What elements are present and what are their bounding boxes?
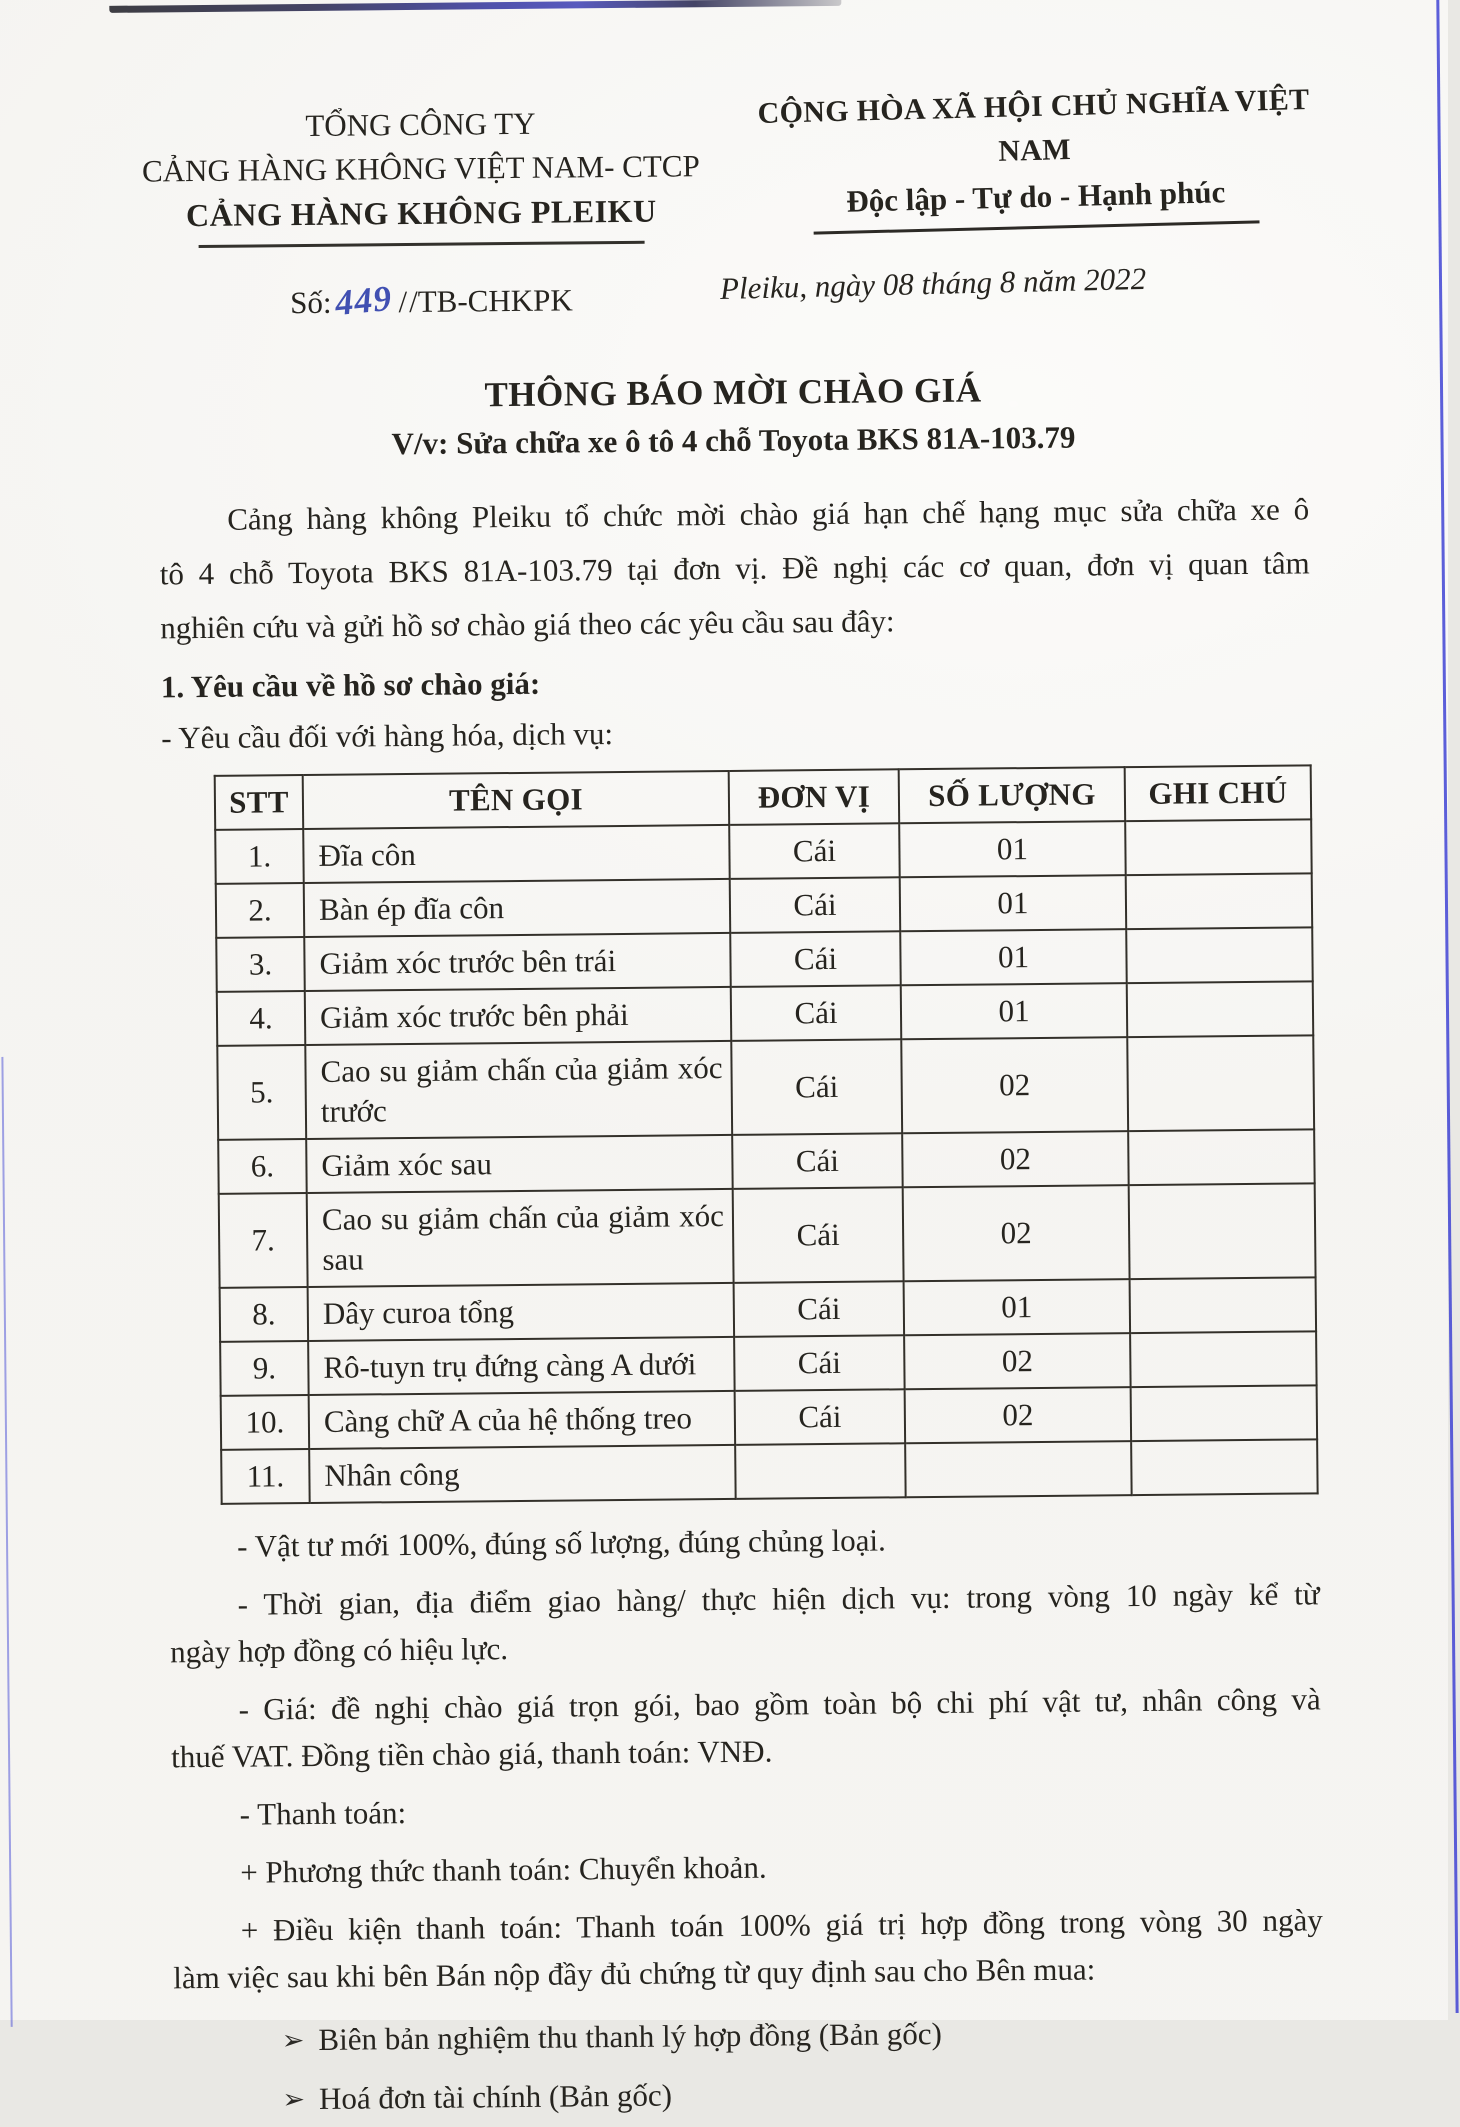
arrow-bullet-icon: ➢ <box>281 2025 305 2056</box>
cell-qty: 02 <box>901 1037 1128 1133</box>
requirement-line: làm việc sau khi bên Bán nộp đầy đủ chứng từ quy định sau cho Bên mua: <box>173 1951 1096 1996</box>
cell-stt: 5. <box>217 1045 306 1140</box>
cell-stt: 1. <box>215 829 304 884</box>
col-header-stt: STT <box>215 775 304 830</box>
cell-unit: Cái <box>734 1281 905 1337</box>
cell-qty: 02 <box>905 1387 1132 1443</box>
cell-name: Cao su giảm chấn của giảm xóc sau <box>307 1189 734 1287</box>
table-row <box>219 1183 1316 1288</box>
org-unit-name: CẢNG HÀNG KHÔNG PLEIKU <box>185 192 657 234</box>
cell-unit: Cái <box>732 1133 903 1189</box>
cell-stt: 11. <box>221 1449 310 1504</box>
cell-unit: Cái <box>733 1187 904 1283</box>
requirement-paragraph <box>169 1512 1319 1570</box>
cell-qty: 01 <box>899 821 1126 877</box>
col-header-qty: SỐ LƯỢNG <box>899 767 1126 823</box>
attachment-label: Hoá đơn tài chính (Bản gốc) <box>318 2077 673 2116</box>
requirement-line: - Thời gian, địa điểm giao hàng/ thực hiện dịch vụ: trong vòng 10 ngày kể từ <box>237 1576 1320 1622</box>
doc-number-suffix: /TB-CHKPK <box>408 282 573 319</box>
cell-stt: 2. <box>216 883 305 938</box>
cell-qty <box>905 1441 1132 1497</box>
cell-note <box>1126 873 1313 929</box>
cell-name: Nhân công <box>309 1445 735 1503</box>
cell-stt: 6. <box>218 1139 307 1194</box>
document-number <box>290 277 573 322</box>
cell-unit: Cái <box>731 1039 902 1135</box>
attachments-list <box>174 2006 1325 2125</box>
attachment-item <box>282 2065 1324 2124</box>
requirement-paragraph <box>170 1675 1321 1780</box>
cell-name: Bàn ép đĩa côn <box>304 879 730 937</box>
requirement-paragraph <box>172 1838 1322 1896</box>
attachment-item <box>282 2006 1324 2065</box>
col-header-note: GHI CHÚ <box>1125 765 1312 821</box>
cell-name: Giảm xóc trước bên trái <box>304 933 730 991</box>
col-header-name: TÊN GỌI <box>303 771 729 829</box>
scan-artifact-left-edge <box>1 1057 12 2027</box>
table-row <box>221 1439 1317 1504</box>
cell-stt: 3. <box>216 937 305 992</box>
cell-note <box>1127 981 1314 1037</box>
document-body <box>158 366 1325 2125</box>
issuing-org-block <box>120 100 721 249</box>
cell-note <box>1128 1129 1315 1185</box>
cell-qty: 01 <box>900 929 1127 985</box>
requirement-line: - Giá: đề nghị chào giá trọn gói, bao gồm toàn bộ chi phí vật tư, nhân công và <box>238 1681 1321 1727</box>
place-and-date: Pleiku, ngày 08 tháng 8 năm 2022 <box>719 260 1147 306</box>
cell-name: Giảm xóc trước bên phải <box>305 987 731 1045</box>
cell-name: Đĩa côn <box>303 825 729 883</box>
cell-name: Giảm xóc sau <box>306 1135 732 1193</box>
cell-unit: Cái <box>734 1335 905 1391</box>
section-1-subheading: - Yêu cầu đối với hàng hóa, dịch vụ: <box>161 716 614 756</box>
cell-note <box>1130 1331 1317 1387</box>
intro-line: tô 4 chỗ Toyota BKS 81A-103.79 tại đơn vị. Đề nghị các cơ quan, đơn vị quan tâm <box>159 545 1310 592</box>
items-table <box>214 764 1319 1505</box>
cell-name: Dây curoa tổng <box>308 1283 734 1341</box>
requirements-section <box>169 1512 1324 2001</box>
cell-note <box>1125 819 1312 875</box>
cell-qty: 01 <box>904 1279 1131 1335</box>
cell-name: Càng chữ A của hệ thống treo <box>309 1391 735 1449</box>
cell-note <box>1131 1439 1318 1495</box>
org-company-name: CẢNG HÀNG KHÔNG VIỆT NAM- CTCP <box>141 148 700 189</box>
intro-line: Cảng hàng không Pleiku tổ chức mời chào giá hạn chế hạng mục sửa chữa xe ô <box>227 491 1310 537</box>
intro-line: nghiên cứu và gửi hồ sơ chào giá theo các yêu cầu sau đây: <box>160 603 895 646</box>
cell-note <box>1130 1277 1317 1333</box>
requirement-line: + Phương thức thanh toán: Chuyển khoản. <box>240 1849 767 1890</box>
cell-unit <box>735 1443 906 1499</box>
cell-stt: 8. <box>220 1287 309 1342</box>
arrow-bullet-icon: ➢ <box>282 2084 306 2115</box>
org-parent-name: TỔNG CÔNG TY <box>305 105 536 143</box>
requirement-line: - Vật tư mới 100%, đúng số lượng, đúng chủng loại. <box>236 1522 886 1564</box>
col-header-unit: ĐƠN VỊ <box>729 769 900 825</box>
requirement-paragraph <box>169 1570 1320 1675</box>
cell-unit: Cái <box>731 985 902 1041</box>
requirement-line: + Điều kiện thanh toán: Thanh toán 100% giá trị hợp đồng trong vòng 30 ngày <box>240 1902 1323 1948</box>
cell-note <box>1126 927 1313 983</box>
cell-note <box>1131 1385 1318 1441</box>
national-motto: Độc lập - Tự do - Hạnh phúc <box>845 174 1226 219</box>
national-motto-block <box>733 77 1336 236</box>
org-underline <box>199 241 645 248</box>
cell-unit: Cái <box>730 877 901 933</box>
cell-unit: Cái <box>730 931 901 987</box>
doc-number-handwritten: 449 <box>333 277 395 324</box>
cell-qty: 02 <box>903 1185 1130 1281</box>
section-1-heading: 1. Yêu cầu về hồ sơ chào giá: <box>160 665 541 705</box>
intro-paragraph <box>159 482 1311 655</box>
requirement-paragraph <box>173 1896 1324 2001</box>
cell-unit: Cái <box>729 823 900 879</box>
cell-qty: 02 <box>902 1131 1129 1187</box>
cell-stt: 4. <box>217 991 306 1046</box>
national-title: CỘNG HÒA XÃ HỘI CHỦ NGHĨA VIỆT NAM <box>757 83 1310 168</box>
requirement-line: - Thanh toán: <box>239 1795 407 1832</box>
cell-qty: 01 <box>901 983 1128 1039</box>
attachment-label: Biên bản nghiệm thu thanh lý hợp đồng (Bản gốc) <box>318 2015 942 2057</box>
cell-note <box>1129 1183 1316 1279</box>
document-subject: V/v: Sửa chữa xe ô tô 4 chỗ Toyota BKS 81A-103.79 <box>391 419 1076 462</box>
scan-artifact-right-edge <box>1436 0 1458 2013</box>
cell-stt: 9. <box>220 1341 309 1396</box>
doc-number-slash: / <box>398 284 408 320</box>
cell-qty: 02 <box>904 1333 1131 1389</box>
cell-stt: 10. <box>221 1395 310 1450</box>
requirement-paragraph <box>171 1780 1321 1838</box>
cell-name: Rô-tuyn trụ đứng càng A dưới <box>308 1337 734 1395</box>
scan-artifact-top-smudge <box>109 0 841 13</box>
cell-note <box>1127 1035 1314 1131</box>
doc-number-prefix: Số: <box>289 284 332 321</box>
cell-stt: 7. <box>219 1193 308 1288</box>
document-title: THÔNG BÁO MỜI CHÀO GIÁ <box>484 370 982 415</box>
requirement-line: thuế VAT. Đồng tiền chào giá, thanh toán: VNĐ. <box>170 1733 773 1775</box>
cell-qty: 01 <box>900 875 1127 931</box>
table-row <box>217 1035 1314 1140</box>
cell-unit: Cái <box>735 1389 906 1445</box>
requirement-line: ngày hợp đồng có hiệu lực. <box>169 1631 509 1670</box>
cell-name: Cao su giảm chấn của giảm xóc trước <box>305 1041 732 1139</box>
